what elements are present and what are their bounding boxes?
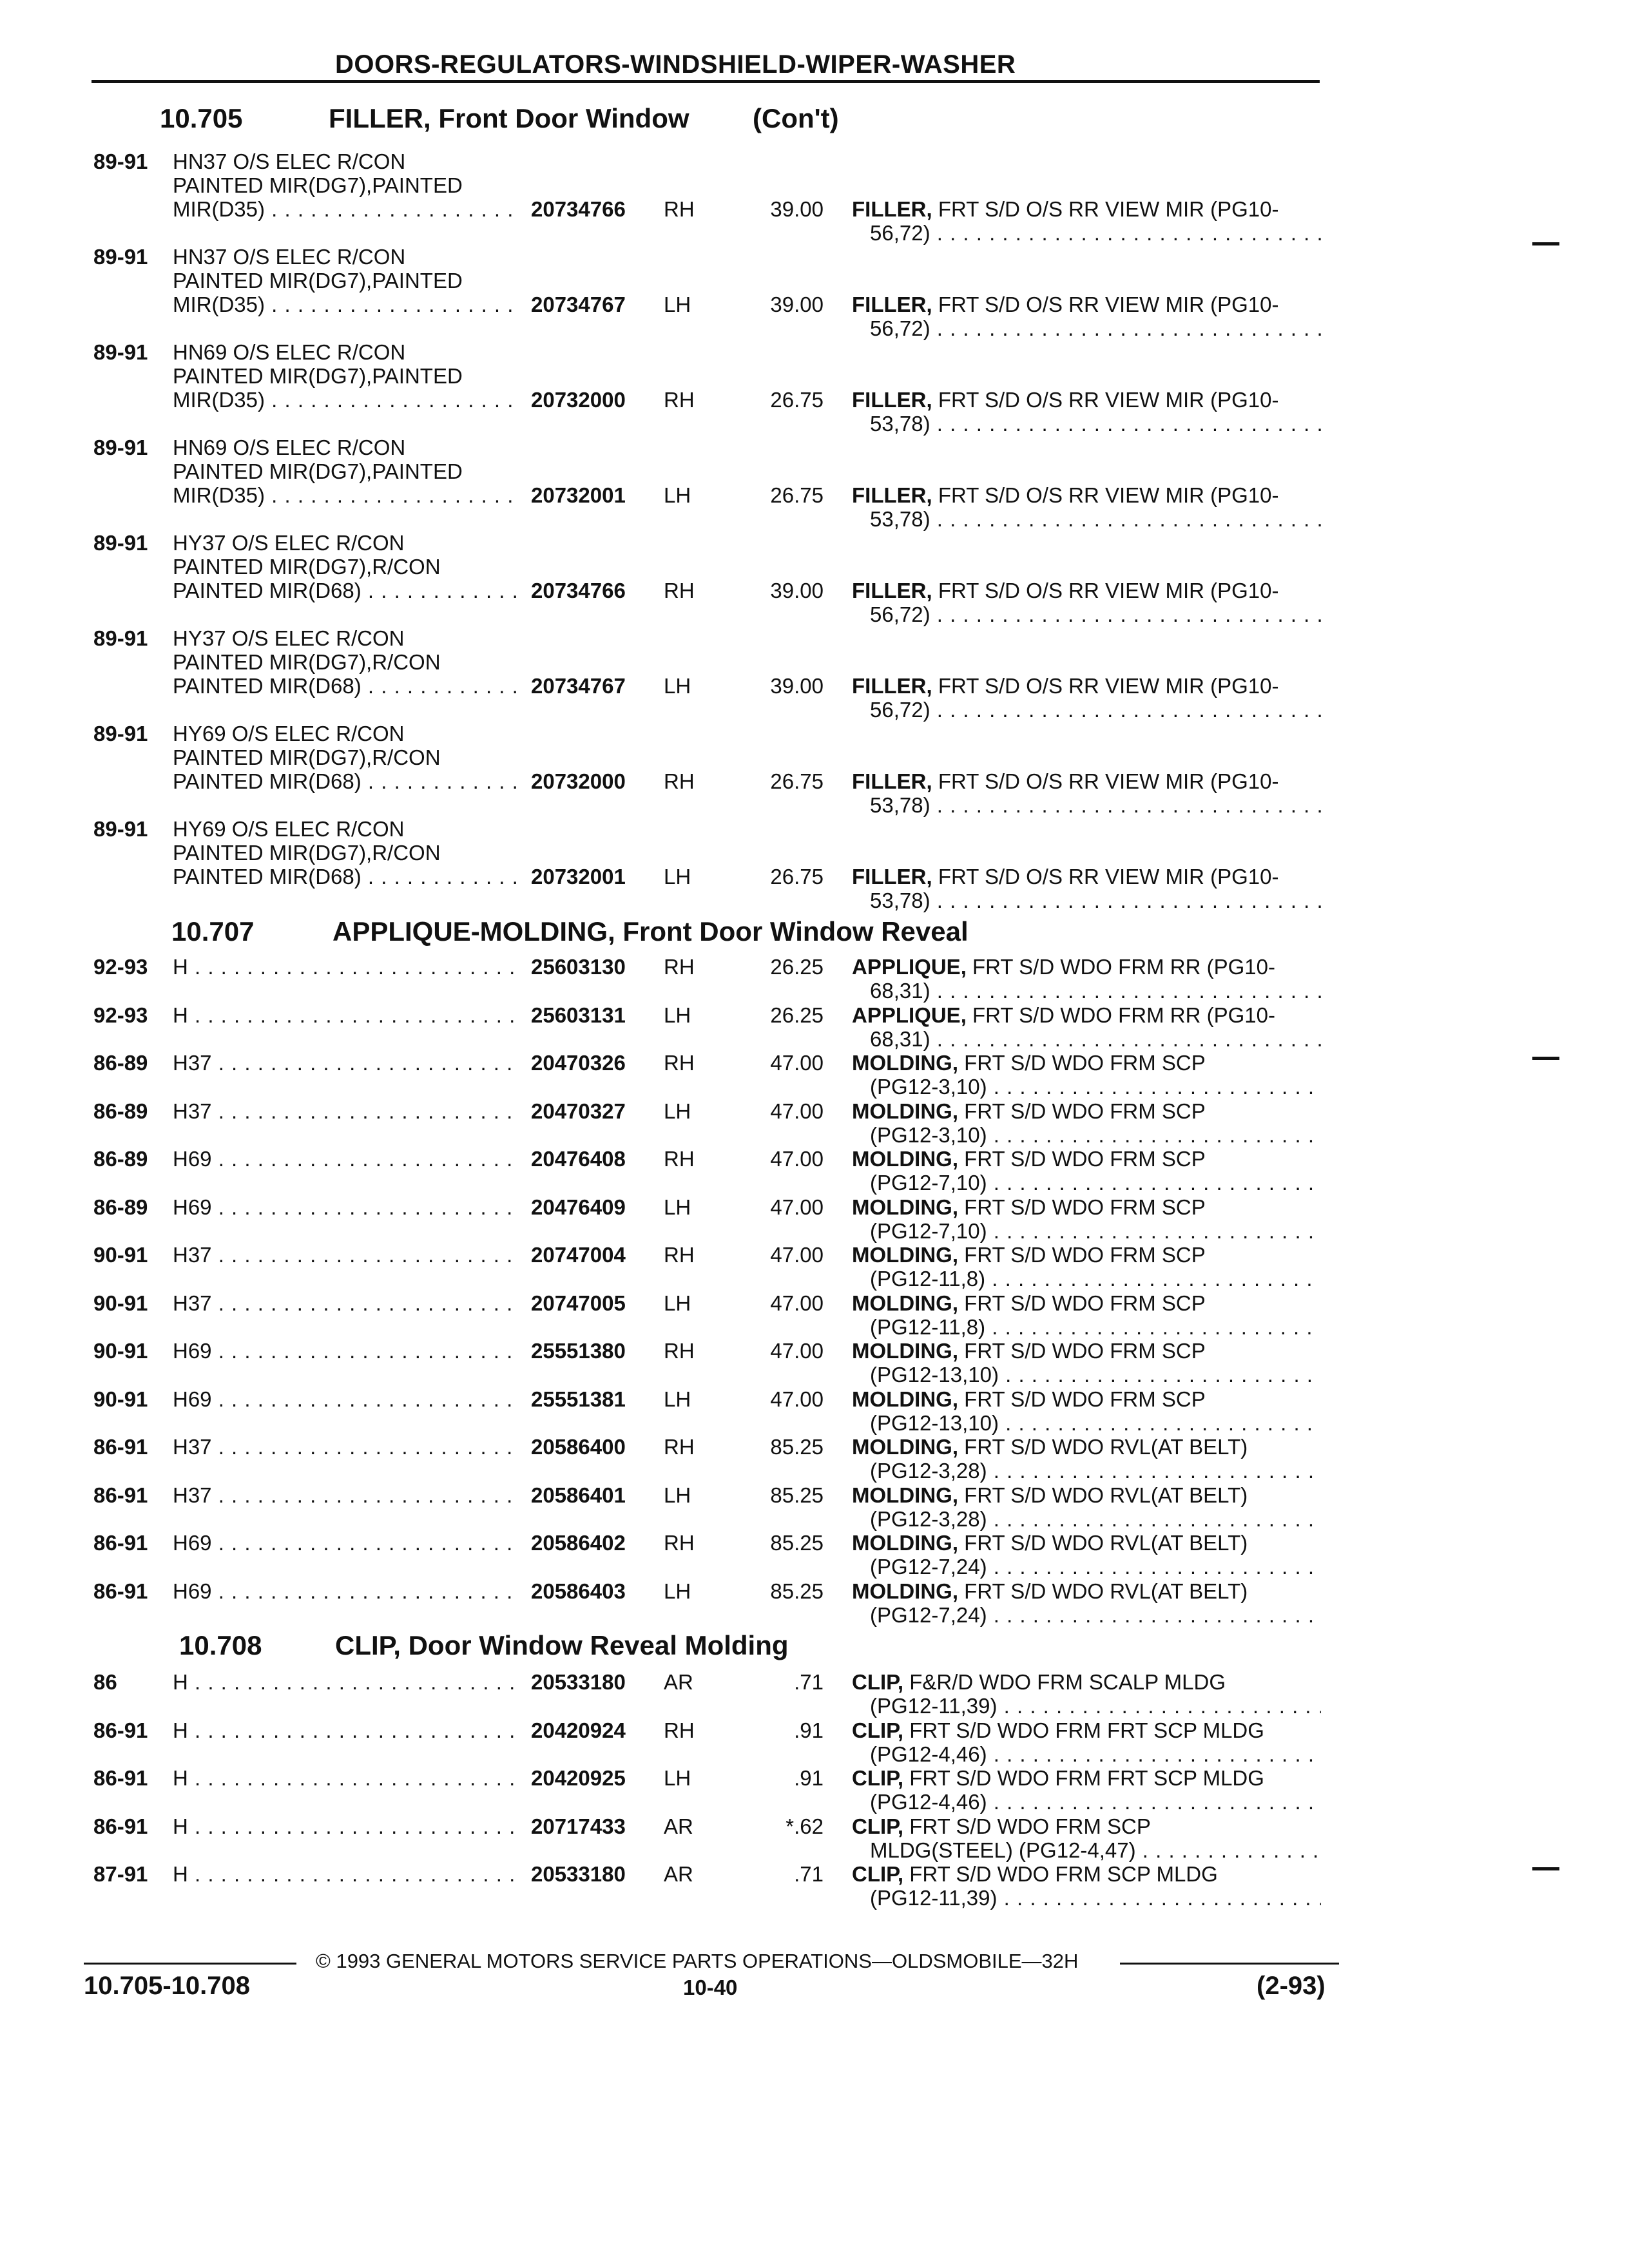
header-divider: [92, 80, 1320, 83]
part-name: MOLDING,: [852, 1243, 958, 1267]
part-name: CLIP,: [852, 1670, 904, 1694]
part-detail: FRT S/D O/S RR VIEW MIR (PG10-: [932, 579, 1279, 602]
illustration-reference: (PG12-4,46) . . .: [870, 1790, 1321, 1814]
side-code: LH: [664, 1766, 691, 1790]
part-name: APPLIQUE,: [852, 1003, 967, 1027]
model-years: 86-91: [93, 1766, 148, 1790]
model-description: H69 . . .: [173, 1531, 521, 1555]
side-code: LH: [664, 865, 691, 889]
side-code: LH: [664, 1099, 691, 1123]
part-description: [852, 1147, 1206, 1171]
part-number: 20470327: [531, 1099, 626, 1123]
model-description: H . . .: [173, 1862, 521, 1886]
part-detail: FRT S/D WDO FRM FRT SCP MLDG: [903, 1718, 1264, 1742]
part-detail: FRT S/D O/S RR VIEW MIR (PG10-: [932, 483, 1279, 507]
list-price: 26.25: [770, 955, 824, 979]
part-name: MOLDING,: [852, 1531, 958, 1555]
part-description: [852, 1531, 1248, 1555]
illustration-reference: (PG12-11,8) . . .: [870, 1315, 1321, 1339]
illustration-reference: 68,31) . . .: [870, 979, 1321, 1003]
part-description: [852, 579, 1279, 602]
part-name: FILLER,: [852, 674, 932, 698]
side-code: RH: [664, 388, 695, 412]
side-code: RH: [664, 955, 695, 979]
illustration-reference: MLDG(STEEL) (PG12-4,47) . . .: [870, 1838, 1321, 1862]
model-years: 86-91: [93, 1483, 148, 1507]
page-title: DOORS-REGULATORS-WINDSHIELD-WIPER-WASHER: [335, 50, 1016, 79]
part-detail: FRT S/D O/S RR VIEW MIR (PG10-: [932, 865, 1279, 889]
model-years: 89-91: [93, 626, 148, 650]
model-years: 89-91: [93, 149, 148, 173]
part-name: FILLER,: [852, 293, 932, 316]
part-detail: FRT S/D WDO FRM SCP: [958, 1387, 1206, 1411]
model-description: HY69 O/S ELEC R/CON: [173, 817, 405, 841]
side-code: LH: [664, 483, 691, 507]
illustration-reference: 56,72) . . .: [870, 316, 1321, 340]
model-years: 89-91: [93, 817, 148, 841]
part-number: 20533180: [531, 1862, 626, 1886]
side-code: LH: [664, 1579, 691, 1603]
part-detail: FRT S/D WDO FRM SCP: [958, 1195, 1206, 1219]
part-name: FILLER,: [852, 769, 932, 793]
part-detail: FRT S/D WDO FRM SCP: [903, 1814, 1151, 1838]
model-description: HY69 O/S ELEC R/CON: [173, 722, 405, 745]
model-description: HN37 O/S ELEC R/CON: [173, 149, 406, 173]
part-name: FILLER,: [852, 579, 932, 602]
part-number: 20734767: [531, 674, 626, 698]
part-detail: FRT S/D WDO FRM SCP: [958, 1243, 1206, 1267]
model-description: H37 . . .: [173, 1051, 521, 1075]
section-number: 10.708: [179, 1630, 262, 1660]
part-name: CLIP,: [852, 1814, 904, 1838]
side-code: LH: [664, 674, 691, 698]
part-description: [852, 1387, 1206, 1411]
model-years: 86-91: [93, 1718, 148, 1742]
model-years: 92-93: [93, 955, 148, 979]
part-description: [852, 1099, 1206, 1123]
side-code: RH: [664, 1147, 695, 1171]
model-description: MIR(D35) . . .: [173, 197, 521, 221]
part-name: CLIP,: [852, 1766, 904, 1790]
part-number: 20734766: [531, 197, 626, 221]
list-price: .91: [794, 1766, 824, 1790]
model-years: 86-89: [93, 1051, 148, 1075]
side-code: LH: [664, 1291, 691, 1315]
model-years: 90-91: [93, 1243, 148, 1267]
model-description: H37 . . .: [173, 1435, 521, 1459]
part-number: 20732000: [531, 388, 626, 412]
side-code: LH: [664, 1003, 691, 1027]
model-description: H37 . . .: [173, 1483, 521, 1507]
model-description: HN37 O/S ELEC R/CON: [173, 245, 406, 269]
illustration-reference: (PG12-4,46) . . .: [870, 1742, 1321, 1766]
model-description: MIR(D35) . . .: [173, 483, 521, 507]
part-detail: FRT S/D WDO FRM SCP: [958, 1147, 1206, 1171]
illustration-reference: 56,72) . . .: [870, 698, 1321, 722]
part-detail: FRT S/D O/S RR VIEW MIR (PG10-: [932, 293, 1279, 316]
side-code: LH: [664, 1387, 691, 1411]
part-number: 20732001: [531, 483, 626, 507]
list-price: .71: [794, 1862, 824, 1886]
part-description: [852, 1670, 1226, 1694]
part-name: MOLDING,: [852, 1435, 958, 1459]
part-description: [852, 769, 1279, 793]
margin-mark: [1532, 1057, 1559, 1060]
part-detail: FRT S/D O/S RR VIEW MIR (PG10-: [932, 769, 1279, 793]
part-description: [852, 1339, 1206, 1363]
model-description: H . . .: [173, 1718, 521, 1742]
part-detail: FRT S/D WDO FRM SCP: [958, 1099, 1206, 1123]
part-number: 20747005: [531, 1291, 626, 1315]
part-name: MOLDING,: [852, 1195, 958, 1219]
part-detail: F&R/D WDO FRM SCALP MLDG: [903, 1670, 1226, 1694]
illustration-reference: 53,78) . . .: [870, 889, 1321, 912]
model-years: 90-91: [93, 1387, 148, 1411]
part-description: [852, 483, 1279, 507]
part-name: MOLDING,: [852, 1387, 958, 1411]
model-description: PAINTED MIR(D68) . . .: [173, 579, 521, 602]
model-years: 86: [93, 1670, 117, 1694]
margin-mark: [1532, 1867, 1559, 1870]
part-detail: FRT S/D WDO FRM SCP MLDG: [903, 1862, 1218, 1886]
model-years: 86-91: [93, 1579, 148, 1603]
model-description: H37 . . .: [173, 1243, 521, 1267]
illustration-reference: 56,72) . . .: [870, 602, 1321, 626]
illustration-reference: (PG12-3,10) . . .: [870, 1123, 1321, 1147]
part-name: MOLDING,: [852, 1291, 958, 1315]
part-description: [852, 955, 1275, 979]
list-price: 39.00: [770, 579, 824, 602]
illustration-reference: (PG12-3,28) . . .: [870, 1459, 1321, 1483]
part-description: [852, 1483, 1248, 1507]
part-name: MOLDING,: [852, 1579, 958, 1603]
model-years: 89-91: [93, 722, 148, 745]
list-price: 47.00: [770, 1243, 824, 1267]
illustration-reference: (PG12-11,8) . . .: [870, 1267, 1321, 1291]
part-description: [852, 1718, 1264, 1742]
list-price: 47.00: [770, 1099, 824, 1123]
part-name: MOLDING,: [852, 1147, 958, 1171]
model-description: PAINTED MIR(DG7),PAINTED: [173, 173, 463, 197]
part-detail: FRT S/D WDO RVL(AT BELT): [958, 1435, 1248, 1459]
model-description: PAINTED MIR(DG7),R/CON: [173, 841, 441, 865]
list-price: 85.25: [770, 1483, 824, 1507]
part-description: [852, 1195, 1206, 1219]
part-detail: FRT S/D WDO FRM RR (PG10-: [966, 1003, 1275, 1027]
illustration-reference: (PG12-13,10) . . .: [870, 1411, 1321, 1435]
part-description: [852, 1579, 1248, 1603]
section-title: CLIP, Door Window Reveal Molding: [335, 1630, 789, 1660]
side-code: RH: [664, 1051, 695, 1075]
part-description: [852, 1003, 1275, 1027]
part-name: FILLER,: [852, 388, 932, 412]
side-code: AR: [664, 1862, 693, 1886]
list-price: 39.00: [770, 674, 824, 698]
footer-rule-right: [1120, 1963, 1339, 1965]
model-description: PAINTED MIR(DG7),PAINTED: [173, 459, 463, 483]
part-number: 20732000: [531, 769, 626, 793]
list-price: 26.75: [770, 388, 824, 412]
part-description: [852, 388, 1279, 412]
illustration-reference: (PG12-3,10) . . .: [870, 1075, 1321, 1099]
model-description: H69 . . .: [173, 1387, 521, 1411]
model-description: H . . .: [173, 955, 521, 979]
list-price: .91: [794, 1718, 824, 1742]
part-number: 20586402: [531, 1531, 626, 1555]
list-price: 85.25: [770, 1531, 824, 1555]
part-detail: FRT S/D O/S RR VIEW MIR (PG10-: [932, 197, 1279, 221]
footer-revision-date: (2-93): [1257, 1972, 1325, 2000]
model-description: H . . .: [173, 1670, 521, 1694]
part-number: 25551380: [531, 1339, 626, 1363]
illustration-reference: (PG12-7,10) . . .: [870, 1171, 1321, 1195]
model-years: 90-91: [93, 1339, 148, 1363]
model-description: PAINTED MIR(D68) . . .: [173, 769, 521, 793]
side-code: LH: [664, 1195, 691, 1219]
illustration-reference: 68,31) . . .: [870, 1027, 1321, 1051]
part-name: FILLER,: [852, 483, 932, 507]
side-code: RH: [664, 1718, 695, 1742]
side-code: RH: [664, 769, 695, 793]
list-price: 26.75: [770, 769, 824, 793]
list-price: 47.00: [770, 1195, 824, 1219]
side-code: AR: [664, 1670, 693, 1694]
list-price: 39.00: [770, 197, 824, 221]
part-description: [852, 1814, 1151, 1838]
part-number: 25603131: [531, 1003, 626, 1027]
list-price: 47.00: [770, 1291, 824, 1315]
part-description: [852, 293, 1279, 316]
part-description: [852, 865, 1279, 889]
list-price: 39.00: [770, 293, 824, 316]
model-description: PAINTED MIR(DG7),PAINTED: [173, 269, 463, 293]
illustration-reference: 53,78) . . .: [870, 793, 1321, 817]
part-description: [852, 1862, 1218, 1886]
model-description: H . . .: [173, 1003, 521, 1027]
illustration-reference: 53,78) . . .: [870, 412, 1321, 436]
section-title: APPLIQUE-MOLDING, Front Door Window Reveal: [333, 916, 969, 947]
part-number: 20734767: [531, 293, 626, 316]
model-description: PAINTED MIR(D68) . . .: [173, 865, 521, 889]
list-price: 85.25: [770, 1579, 824, 1603]
model-years: 90-91: [93, 1291, 148, 1315]
model-description: H . . .: [173, 1814, 521, 1838]
model-years: 89-91: [93, 245, 148, 269]
part-name: MOLDING,: [852, 1051, 958, 1075]
part-name: MOLDING,: [852, 1099, 958, 1123]
model-description: MIR(D35) . . .: [173, 388, 521, 412]
part-name: FILLER,: [852, 865, 932, 889]
model-years: 86-91: [93, 1435, 148, 1459]
model-description: H69 . . .: [173, 1579, 521, 1603]
list-price: 47.00: [770, 1051, 824, 1075]
model-years: 89-91: [93, 531, 148, 555]
model-years: 89-91: [93, 340, 148, 364]
part-detail: FRT S/D WDO FRM SCP: [958, 1291, 1206, 1315]
side-code: AR: [664, 1814, 693, 1838]
illustration-reference: 53,78) . . .: [870, 507, 1321, 531]
part-description: [852, 1435, 1248, 1459]
part-description: [852, 1766, 1264, 1790]
part-name: APPLIQUE,: [852, 955, 967, 979]
part-description: [852, 674, 1279, 698]
model-years: 86-91: [93, 1531, 148, 1555]
list-price: 47.00: [770, 1387, 824, 1411]
list-price: 85.25: [770, 1435, 824, 1459]
model-description: PAINTED MIR(D68) . . .: [173, 674, 521, 698]
model-years: 86-89: [93, 1099, 148, 1123]
part-detail: FRT S/D WDO RVL(AT BELT): [958, 1531, 1248, 1555]
side-code: RH: [664, 1339, 695, 1363]
model-description: H . . .: [173, 1766, 521, 1790]
model-description: HY37 O/S ELEC R/CON: [173, 531, 405, 555]
part-number: 20586403: [531, 1579, 626, 1603]
part-description: [852, 1291, 1206, 1315]
model-years: 89-91: [93, 436, 148, 459]
model-description: HY37 O/S ELEC R/CON: [173, 626, 405, 650]
part-detail: FRT S/D WDO FRM SCP: [958, 1339, 1206, 1363]
part-name: MOLDING,: [852, 1483, 958, 1507]
model-description: MIR(D35) . . .: [173, 293, 521, 316]
list-price: 47.00: [770, 1339, 824, 1363]
side-code: RH: [664, 197, 695, 221]
part-number: 20420924: [531, 1718, 626, 1742]
side-code: RH: [664, 579, 695, 602]
part-number: 20747004: [531, 1243, 626, 1267]
section-number: 10.707: [171, 916, 255, 947]
part-detail: FRT S/D O/S RR VIEW MIR (PG10-: [932, 674, 1279, 698]
model-description: PAINTED MIR(DG7),R/CON: [173, 745, 441, 769]
section-continued: (Con't): [753, 103, 839, 133]
model-years: 86-89: [93, 1147, 148, 1171]
part-number: 20586400: [531, 1435, 626, 1459]
side-code: RH: [664, 1243, 695, 1267]
part-detail: FRT S/D O/S RR VIEW MIR (PG10-: [932, 388, 1279, 412]
part-number: 20420925: [531, 1766, 626, 1790]
model-years: 86-89: [93, 1195, 148, 1219]
part-detail: FRT S/D WDO FRM RR (PG10-: [966, 955, 1275, 979]
side-code: RH: [664, 1435, 695, 1459]
list-price: 26.25: [770, 1003, 824, 1027]
illustration-reference: (PG12-3,28) . . .: [870, 1507, 1321, 1531]
side-code: RH: [664, 1531, 695, 1555]
part-number: 20717433: [531, 1814, 626, 1838]
part-name: CLIP,: [852, 1718, 904, 1742]
model-description: HN69 O/S ELEC R/CON: [173, 340, 406, 364]
illustration-reference: (PG12-7,10) . . .: [870, 1219, 1321, 1243]
illustration-reference: (PG12-13,10) . . .: [870, 1363, 1321, 1387]
part-detail: FRT S/D WDO FRM FRT SCP MLDG: [903, 1766, 1264, 1790]
model-years: 87-91: [93, 1862, 148, 1886]
list-price: *.62: [786, 1814, 824, 1838]
part-number: 20476409: [531, 1195, 626, 1219]
part-number: 20586401: [531, 1483, 626, 1507]
list-price: 26.75: [770, 483, 824, 507]
side-code: LH: [664, 293, 691, 316]
footer-copyright: © 1993 GENERAL MOTORS SERVICE PARTS OPERATIONS—OLDSMOBILE—32H: [316, 1950, 1079, 1972]
list-price: 26.75: [770, 865, 824, 889]
margin-mark: [1532, 242, 1559, 245]
part-name: FILLER,: [852, 197, 932, 221]
part-name: CLIP,: [852, 1862, 904, 1886]
part-detail: FRT S/D WDO RVL(AT BELT): [958, 1579, 1248, 1603]
part-number: 20476408: [531, 1147, 626, 1171]
part-number: 25551381: [531, 1387, 626, 1411]
side-code: LH: [664, 1483, 691, 1507]
illustration-reference: (PG12-11,39) . . .: [870, 1694, 1321, 1718]
list-price: .71: [794, 1670, 824, 1694]
part-number: 20470326: [531, 1051, 626, 1075]
part-name: MOLDING,: [852, 1339, 958, 1363]
illustration-reference: 56,72) . . .: [870, 221, 1321, 245]
section-title: FILLER, Front Door Window: [329, 103, 689, 133]
footer-section-range: 10.705-10.708: [84, 1972, 251, 2000]
illustration-reference: (PG12-7,24) . . .: [870, 1603, 1321, 1627]
model-description: H37 . . .: [173, 1099, 521, 1123]
model-description: H69 . . .: [173, 1147, 521, 1171]
footer-rule-left: [84, 1963, 296, 1965]
part-number: 20734766: [531, 579, 626, 602]
model-description: PAINTED MIR(DG7),PAINTED: [173, 364, 463, 388]
model-description: PAINTED MIR(DG7),R/CON: [173, 555, 441, 579]
illustration-reference: (PG12-11,39) . . .: [870, 1886, 1321, 1910]
section-number: 10.705: [160, 103, 243, 133]
part-description: [852, 1243, 1206, 1267]
part-number: 20533180: [531, 1670, 626, 1694]
part-description: [852, 1051, 1206, 1075]
model-description: H37 . . .: [173, 1291, 521, 1315]
illustration-reference: (PG12-7,24) . . .: [870, 1555, 1321, 1579]
part-detail: FRT S/D WDO RVL(AT BELT): [958, 1483, 1248, 1507]
model-description: PAINTED MIR(DG7),R/CON: [173, 650, 441, 674]
list-price: 47.00: [770, 1147, 824, 1171]
part-detail: FRT S/D WDO FRM SCP: [958, 1051, 1206, 1075]
model-description: H69 . . .: [173, 1195, 521, 1219]
part-description: [852, 197, 1279, 221]
part-number: 20732001: [531, 865, 626, 889]
model-description: HN69 O/S ELEC R/CON: [173, 436, 406, 459]
model-description: H69 . . .: [173, 1339, 521, 1363]
model-years: 86-91: [93, 1814, 148, 1838]
footer-page-number: 10-40: [683, 1975, 738, 1999]
part-number: 25603130: [531, 955, 626, 979]
model-years: 92-93: [93, 1003, 148, 1027]
